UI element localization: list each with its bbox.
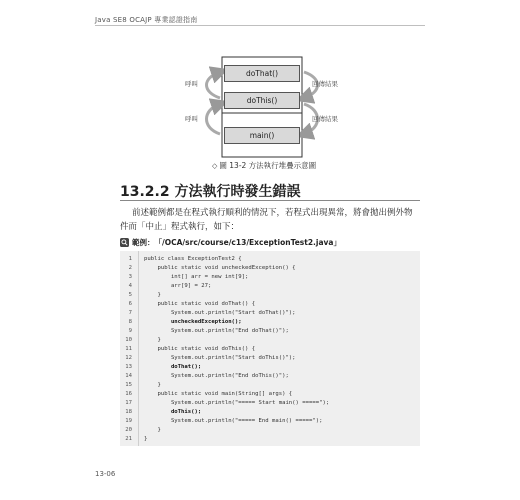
- code-text: uncheckedException();: [144, 319, 242, 325]
- return-label-lower: 回傳結果: [312, 115, 338, 123]
- page-number: 13-06: [95, 470, 116, 478]
- code-line: [120, 291, 420, 300]
- code-text: public static void uncheckedException() {: [144, 265, 296, 271]
- code-line: [120, 264, 420, 273]
- stack-frame-dothat: doThat(): [224, 65, 300, 82]
- header-divider: [95, 25, 425, 26]
- code-line: [120, 336, 420, 345]
- code-line: [120, 417, 420, 426]
- code-listing: [120, 251, 420, 446]
- code-text: System.out.println("End doThat()");: [144, 328, 289, 334]
- code-line: [120, 282, 420, 291]
- line-number: 13: [125, 364, 132, 370]
- code-line: [120, 300, 420, 309]
- line-number: 21: [125, 436, 132, 442]
- code-line: [120, 372, 420, 381]
- code-text: public static void doThis() {: [144, 346, 256, 352]
- call-label-lower: 呼叫: [185, 115, 198, 123]
- code-line: [120, 255, 420, 264]
- example-label-row: [120, 237, 341, 248]
- code-text: System.out.println("===== End main() =====");: [144, 418, 323, 424]
- code-text: public static void main(String[] args) {: [144, 391, 293, 397]
- line-number: 9: [128, 328, 132, 334]
- stack-frame-dothis: doThis(): [224, 92, 300, 109]
- line-number: 10: [125, 337, 132, 343]
- caption-diamond-icon: ◇: [212, 162, 218, 170]
- code-line: [120, 426, 420, 435]
- line-number: 2: [128, 265, 132, 271]
- example-label: 範例：: [132, 238, 155, 247]
- code-line: [120, 399, 420, 408]
- code-line: [120, 327, 420, 336]
- code-text: doThis();: [144, 409, 202, 415]
- code-line: [120, 345, 420, 354]
- code-text: System.out.println("End doThis()");: [144, 373, 289, 379]
- section-heading-rule: [120, 200, 420, 201]
- code-text: }: [144, 292, 161, 298]
- line-number: 19: [125, 418, 132, 424]
- code-line: [120, 273, 420, 282]
- code-line: [120, 309, 420, 318]
- code-text: arr[9] = 27;: [144, 283, 212, 289]
- code-text: public static void doThat() {: [144, 301, 256, 307]
- line-number: 7: [128, 310, 132, 316]
- line-number: 15: [125, 382, 132, 388]
- line-number: 6: [128, 301, 132, 307]
- code-text: System.out.println("===== Start main() =====");: [144, 400, 330, 406]
- code-line: [120, 381, 420, 390]
- code-text: int[] arr = new int[9];: [144, 274, 249, 280]
- call-label-upper: 呼叫: [185, 80, 198, 88]
- code-line: [120, 318, 420, 327]
- code-text: doThat();: [144, 364, 202, 370]
- line-number: 1: [128, 256, 132, 262]
- line-number: 12: [125, 355, 132, 361]
- return-label-upper: 回傳結果: [312, 80, 338, 88]
- code-text: System.out.println("Start doThat()");: [144, 310, 296, 316]
- line-number: 16: [125, 391, 132, 397]
- call-arrow-upper: [207, 72, 221, 98]
- figure-caption: [212, 160, 316, 171]
- line-number: 5: [128, 292, 132, 298]
- code-line: [120, 390, 420, 399]
- code-line: [120, 408, 420, 417]
- stack-diagram: [182, 56, 352, 162]
- call-arrow-lower: [207, 104, 221, 134]
- magnifier-icon: [120, 238, 129, 247]
- stack-frame-main: main(): [224, 127, 300, 144]
- line-number: 11: [125, 346, 132, 352]
- book-title: Java SE8 OCAJP 專業認證指南: [95, 16, 198, 24]
- line-number: 3: [128, 274, 132, 280]
- code-line: [120, 435, 420, 444]
- code-line: [120, 363, 420, 372]
- code-text: }: [144, 436, 148, 442]
- line-number: 18: [125, 409, 132, 415]
- section-heading: 13.2.2 方法執行時發生錯誤: [120, 184, 301, 200]
- caption-text: 圖 13-2 方法執行堆疊示意圖: [219, 161, 317, 170]
- code-text: System.out.println("Start doThis()");: [144, 355, 296, 361]
- code-line: [120, 354, 420, 363]
- line-number: 17: [125, 400, 132, 406]
- line-number: 4: [128, 283, 132, 289]
- line-number: 14: [125, 373, 132, 379]
- body-paragraph: 前述範例都是在程式執行順利的情況下，若程式出現異常，將會拋出例外物件而「中止」程式執行，如下：: [120, 208, 413, 232]
- line-number: 20: [125, 427, 132, 433]
- code-text: }: [144, 337, 161, 343]
- example-file-path: 「/OCA/src/course/c13/ExceptionTest2.java」: [154, 238, 341, 247]
- code-text: }: [144, 382, 161, 388]
- line-number: 8: [128, 319, 132, 325]
- code-text: }: [144, 427, 161, 433]
- code-text: public class ExceptionTest2 {: [144, 256, 242, 262]
